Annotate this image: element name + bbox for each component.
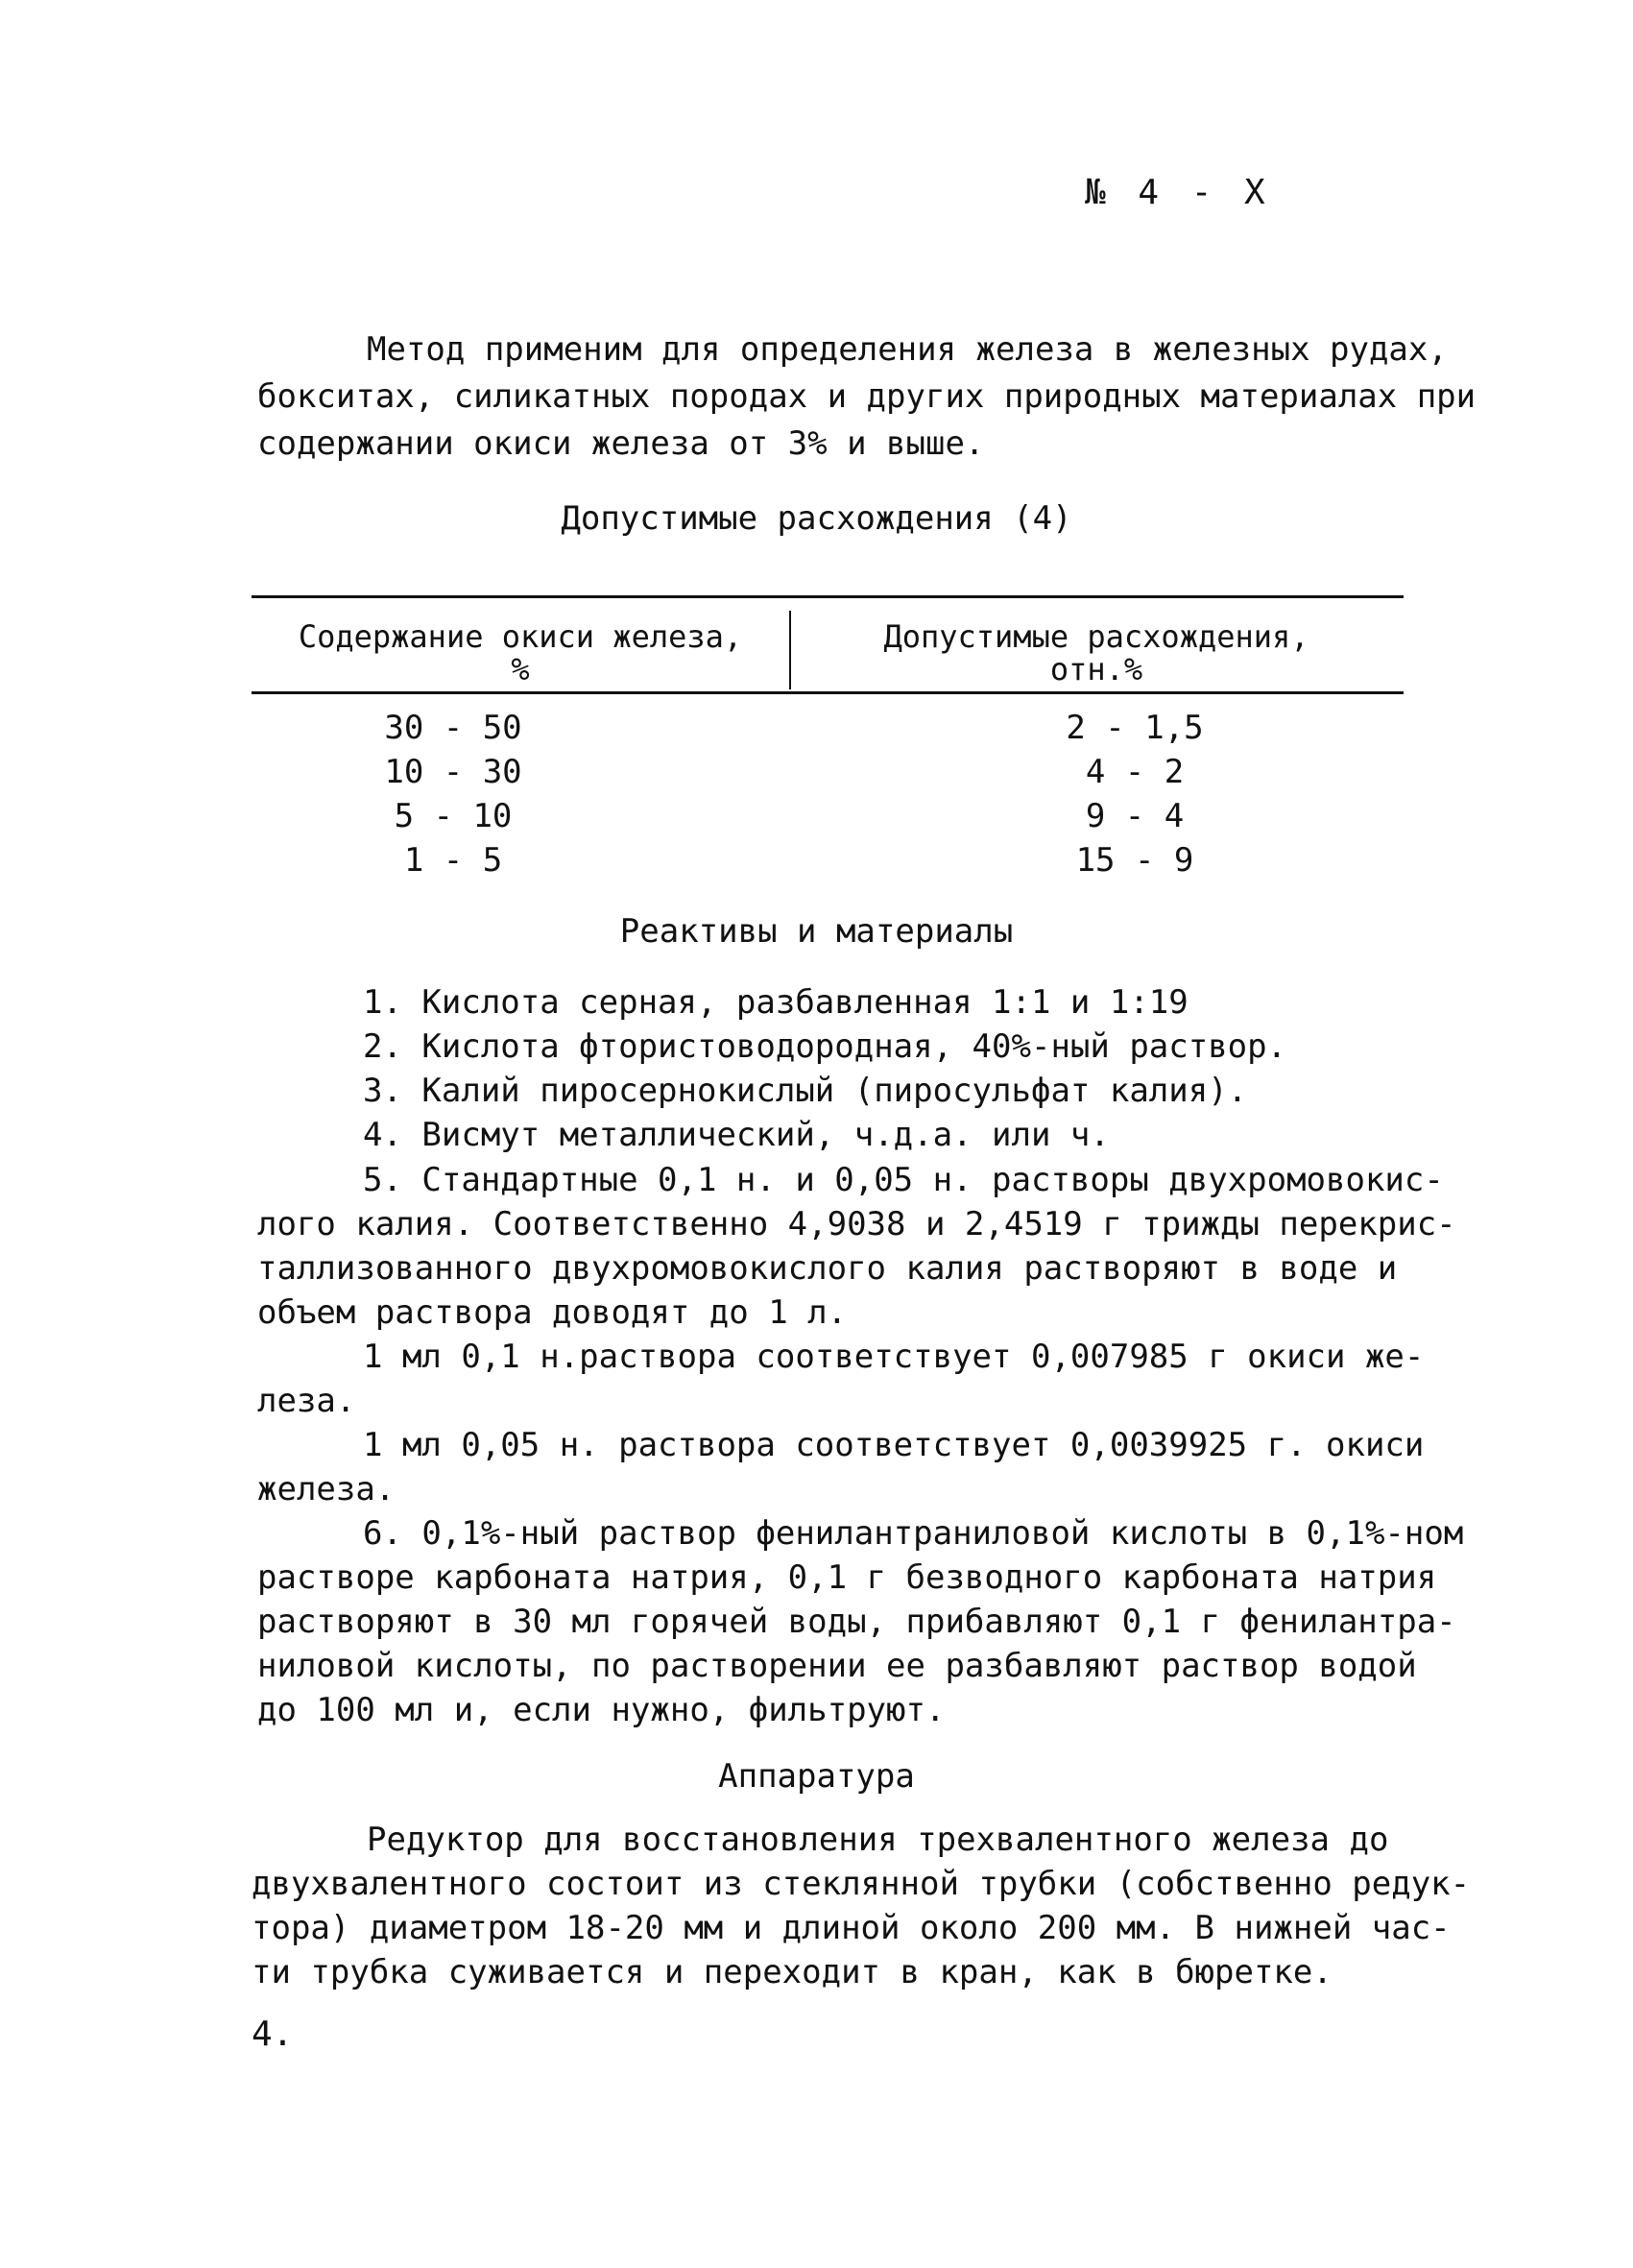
text-line: 1 мл 0,1 н.раствора соответствует 0,007985 г окиси же- — [363, 1338, 1425, 1376]
text-line: содержании окиси железа от 3% и выше. — [257, 424, 985, 463]
cell-content: 5 - 10 — [394, 797, 513, 835]
text-line: бокситах, силикатных породах и других природных материалах при — [257, 377, 1477, 416]
cell-tolerance: 15 - 9 — [1075, 841, 1194, 880]
text-line: таллизованного двухромовокислого калия растворяют в воде и — [257, 1249, 1398, 1288]
text-line: железа. — [257, 1470, 396, 1508]
cell-content: 10 - 30 — [384, 753, 522, 791]
list-item: 4. Висмут металлический, ч.д.а. или ч. — [363, 1116, 1110, 1154]
text-line: леза. — [257, 1382, 356, 1420]
reagents-title: Реактивы и материалы — [619, 912, 1014, 951]
column-header-content — [252, 620, 789, 686]
text-line: 1 мл 0,05 н. раствора соответствует 0,0039925 г. окиси — [363, 1426, 1425, 1464]
text-line: двухвалентного состоит из стеклянной трубки (собственно редук- — [252, 1865, 1471, 1903]
column-header-line: Содержание окиси железа, — [298, 618, 743, 655]
text-line: Редуктор для восстановления трехвалентного железа до — [367, 1821, 1389, 1859]
column-header-unit: % — [511, 651, 530, 688]
cell-tolerance: 9 - 4 — [1085, 797, 1185, 835]
tolerance-title: Допустимые расхождения (4) — [561, 499, 1072, 538]
text-line: 5. Стандартные 0,1 н. и 0,05 н. растворы двухромовокис- — [363, 1161, 1444, 1199]
tolerance-table — [252, 595, 1404, 893]
table-top-rule — [252, 595, 1404, 598]
text-line: объем раствора доводят до 1 л. — [257, 1293, 848, 1332]
page-number: 4. — [252, 2015, 294, 2054]
list-item: 2. Кислота фтористоводородная, 40%-ный раствор. — [363, 1027, 1287, 1066]
text-line: лого калия. Соответственно 4,9038 и 2,4519 г трижды перекрис- — [257, 1205, 1456, 1243]
text-line: растворе карбоната натрия, 0,1 г безводного карбоната натрия — [257, 1558, 1437, 1597]
text-line: ти трубка суживается и переходит в кран, как в бюретке. — [252, 1953, 1333, 1991]
cell-tolerance: 4 - 2 — [1085, 753, 1185, 791]
text-line: растворяют в 30 мл горячей воды, прибавляют 0,1 г фенилантра- — [257, 1603, 1456, 1641]
list-item: 3. Калий пиросернокислый (пиросульфат калия). — [363, 1072, 1248, 1110]
apparatus-title: Аппаратура — [718, 1757, 915, 1796]
list-item: 1. Кислота серная, разбавленная 1:1 и 1:19 — [363, 983, 1189, 1022]
text-line: до 100 мл и, если нужно, фильтруют. — [257, 1691, 946, 1729]
cell-content: 30 - 50 — [384, 709, 522, 747]
text-line: ниловой кислоты, по растворении ее разбавляют раствор водой — [257, 1647, 1417, 1685]
column-header-line: Допустимые расхождения, — [883, 618, 1309, 655]
column-header-unit: отн.% — [1049, 651, 1143, 688]
column-header-tolerance — [789, 620, 1404, 686]
cell-content: 1 - 5 — [403, 841, 503, 880]
cell-tolerance: 2 - 1,5 — [1066, 709, 1204, 747]
table-header-rule — [252, 691, 1404, 694]
text-line: тора) диаметром 18-20 мм и длиной около 200 мм. В нижней час- — [252, 1909, 1451, 1947]
document-number: № 4 - X — [1085, 173, 1271, 212]
text-line: Метод применим для определения железа в железных рудах, — [367, 330, 1448, 369]
text-line: 6. 0,1%-ный раствор фенилантраниловой кислоты в 0,1%-ном — [363, 1514, 1464, 1553]
